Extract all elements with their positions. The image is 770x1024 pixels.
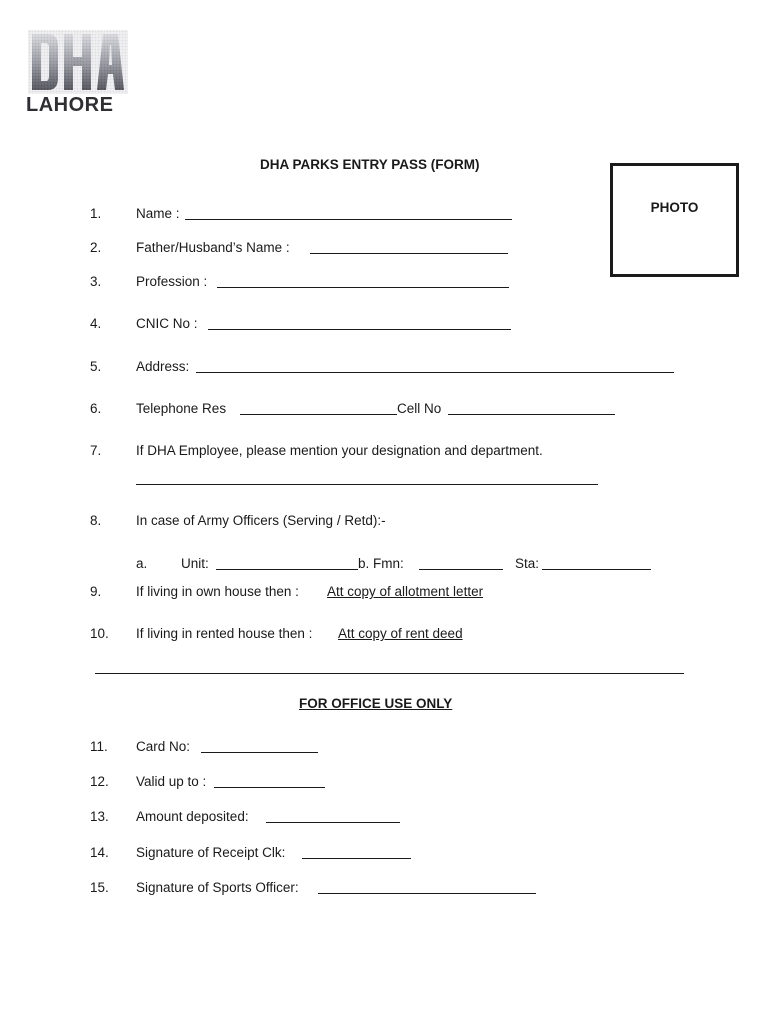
item-2-number: 2.	[90, 240, 102, 255]
item-1-number: 1.	[90, 206, 102, 221]
allotment-letter-note: Att copy of allotment letter	[327, 584, 484, 599]
cell-no-field-line[interactable]	[448, 414, 615, 415]
item-7-number: 7.	[90, 443, 102, 458]
item-10-number: 10.	[90, 626, 109, 641]
sports-officer-signature-field-line[interactable]	[318, 893, 536, 894]
item-8-number: 8.	[90, 513, 102, 528]
item-15-number: 15.	[90, 880, 109, 895]
sta-label: Sta:	[515, 556, 540, 571]
valid-up-to-field-line[interactable]	[214, 787, 325, 788]
receipt-clerk-signature-field-line[interactable]	[302, 858, 411, 859]
item-5-number: 5.	[90, 359, 102, 374]
item-13-number: 13.	[90, 809, 109, 824]
fmn-field-line[interactable]	[419, 569, 503, 570]
card-no-field-line[interactable]	[201, 752, 318, 753]
cnic-label: CNIC No :	[136, 316, 198, 331]
dha-lahore-logo	[26, 30, 130, 116]
item-12-number: 12.	[90, 774, 109, 789]
amount-deposited-field-line[interactable]	[266, 822, 400, 823]
cell-no-label: Cell No	[397, 401, 442, 416]
item-6-number: 6.	[90, 401, 102, 416]
item-9-number: 9.	[90, 584, 102, 599]
logo-city-text: LAHORE	[26, 94, 114, 116]
item-11-number: 11.	[90, 739, 108, 754]
item-3-number: 3.	[90, 274, 102, 289]
telephone-res-field-line[interactable]	[240, 414, 397, 415]
valid-up-to-label: Valid up to :	[136, 774, 207, 789]
office-use-title: FOR OFFICE USE ONLY	[299, 696, 453, 711]
dha-employee-label: If DHA Employee, please mention your designation and department.	[136, 443, 543, 458]
photo-label: PHOTO	[650, 200, 699, 215]
rent-deed-note: Att copy of rent deed	[338, 626, 463, 641]
name-field-line[interactable]	[185, 219, 512, 220]
address-field-line[interactable]	[196, 372, 674, 373]
item-4-number: 4.	[90, 316, 102, 331]
father-husband-name-label: Father/Husband’s Name :	[136, 240, 290, 255]
name-label: Name :	[136, 206, 180, 221]
card-no-label: Card No:	[136, 739, 191, 754]
item-14-number: 14.	[90, 845, 109, 860]
sub-item-a: a.	[136, 556, 148, 571]
fmn-label: b. Fmn:	[358, 556, 404, 571]
receipt-clerk-signature-label: Signature of Receipt Clk:	[136, 845, 286, 860]
dha-logo-letters	[28, 30, 128, 94]
rented-house-label: If living in rented house then :	[136, 626, 313, 641]
unit-label: Unit:	[181, 556, 209, 571]
profession-label: Profession :	[136, 274, 208, 289]
own-house-label: If living in own house then :	[136, 584, 299, 599]
photo-box	[610, 163, 739, 277]
cnic-field-line[interactable]	[208, 329, 511, 330]
section-divider	[95, 673, 684, 674]
profession-field-line[interactable]	[217, 287, 509, 288]
father-husband-name-field-line[interactable]	[310, 253, 508, 254]
sta-field-line[interactable]	[542, 569, 651, 570]
sports-officer-signature-label: Signature of Sports Officer:	[136, 880, 299, 895]
amount-deposited-label: Amount deposited:	[136, 809, 249, 824]
unit-field-line[interactable]	[216, 569, 358, 570]
telephone-res-label: Telephone Res	[136, 401, 227, 416]
address-label: Address:	[136, 359, 190, 374]
form-title: DHA PARKS ENTRY PASS (FORM)	[260, 157, 480, 172]
army-officers-label: In case of Army Officers (Serving / Retd):-	[136, 513, 386, 528]
designation-department-field-line[interactable]	[136, 484, 598, 485]
